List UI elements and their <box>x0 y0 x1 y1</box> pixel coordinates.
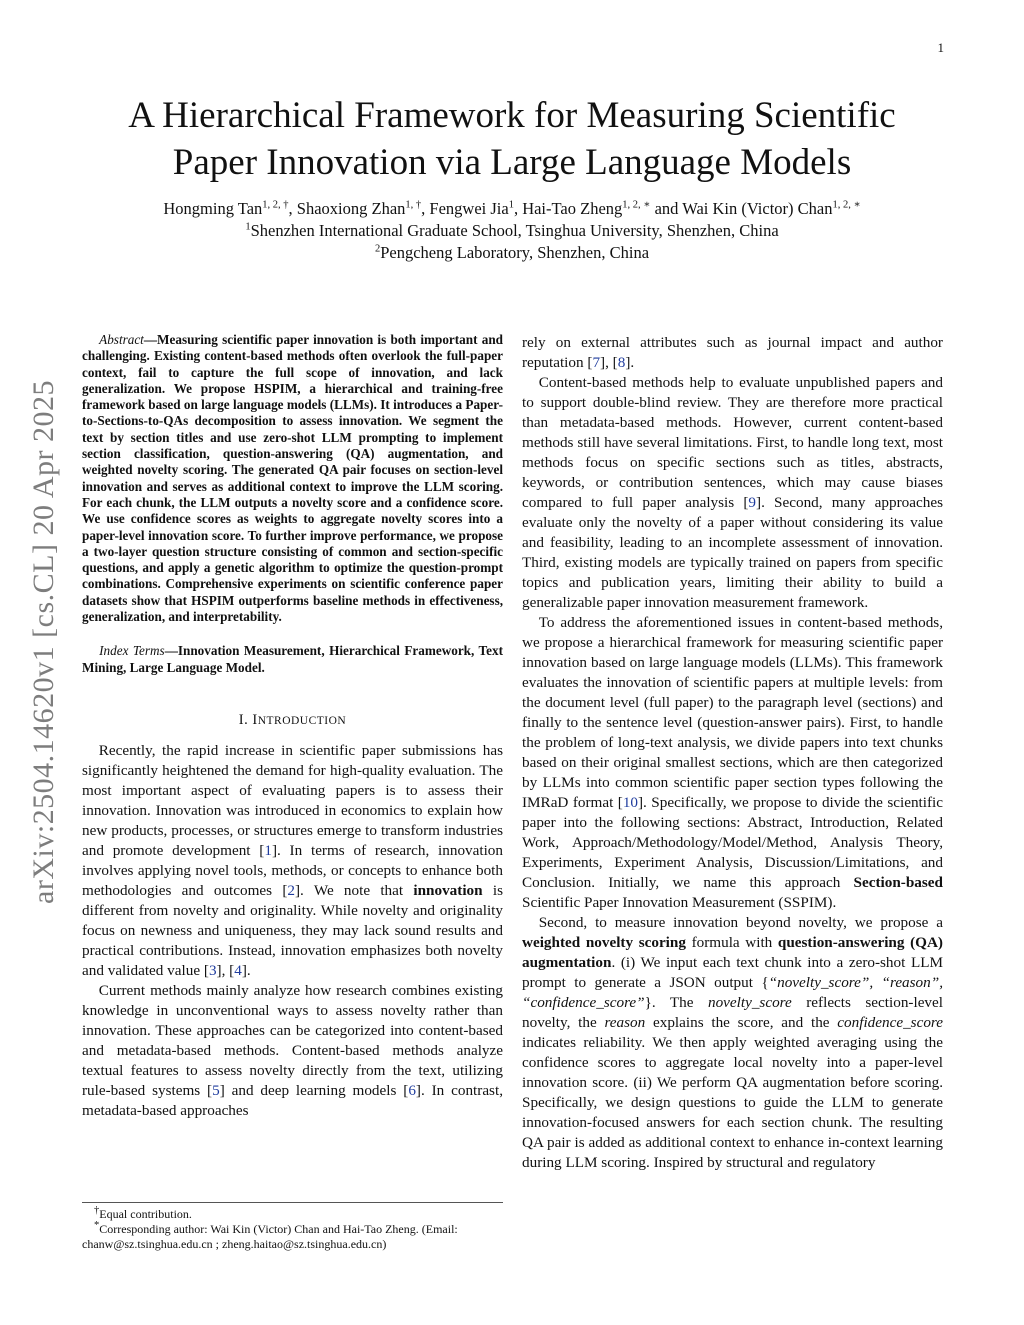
text-run: ]. Specifically, we propose to divide the scientific paper into the following sections: Abstract, Introduction, Related Work, Approach/Methodology/Model/Method, Analysis Theory, Experiments, Experiment Analysis, Discussion/Limitations, and Conclusion. Initially, we name this approach <box>522 794 943 891</box>
text-run: formula with <box>685 934 778 951</box>
text-run: To address the aforementioned issues in content-based methods, we propose a hierarchical framework for measuring scientific paper innovation based on large language models (LLMs). This framework evaluates the innovation of scientific papers at multiple levels: from the document level (full paper) to the paragraph level (sections) and finally to the sentence level (question-answer pairs). First, to handle the problem of long-text analysis, we divide papers into text chunks based on their original smallest sections, which are then categorized by LLMs into common scientific paper section types following the IMRaD format [ <box>522 614 943 811</box>
intro-paragraph-3 <box>522 333 943 373</box>
footnotes <box>82 1202 503 1252</box>
footnote-text: Corresponding author: Wai Kin (Victor) Chan and Hai-Tao Zheng. (Email: chanw@sz.tsinghua.edu.cn ; zheng.haitao@sz.tsinghua.edu.cn) <box>82 1222 458 1251</box>
citation-link[interactable]: 7 <box>592 354 601 371</box>
footnote-mark: † <box>94 1205 100 1216</box>
author-separator: , <box>513 199 523 218</box>
citation-link[interactable]: 1 <box>264 841 272 859</box>
section-title-rest: NTRODUCTION <box>257 714 347 727</box>
author-superscript: 1, 2, † <box>262 199 289 211</box>
author-name: Hai-Tao Zheng <box>522 199 623 218</box>
text-run: . (i) We input each text chunk into a zero-shot LLM prompt to generate a JSON output { <box>522 954 943 991</box>
text-run: Second, to measure innovation beyond novelty, we propose a <box>538 914 943 931</box>
text-run: ]. We note that <box>294 881 414 899</box>
arxiv-stamp-text: arXiv:2504.14620v1 [cs.CL] 20 Apr 2025 <box>27 380 60 904</box>
intro-paragraph-1 <box>82 741 503 981</box>
citation-link[interactable]: 6 <box>408 1081 416 1099</box>
text-run: ]. In terms of research, innovation involves applying novel tools, methods, or concepts to enhance both methodologies and outcomes [ <box>82 841 503 899</box>
index-terms-dash: — <box>164 643 178 659</box>
intro-paragraph-5 <box>522 613 943 913</box>
text-run: Scientific Paper Innovation Measurement (SSPIM). <box>522 894 837 911</box>
affiliation-superscript: 1 <box>245 221 251 233</box>
citation-link[interactable]: 10 <box>622 794 638 811</box>
citation-link[interactable]: 3 <box>208 961 217 979</box>
affiliation-text: Shenzhen International Graduate School, Tsinghua University, Shenzhen, China <box>250 221 779 240</box>
author-name: Hongming Tan <box>163 199 263 218</box>
section-heading <box>82 712 503 729</box>
bold-term: question-answering (QA) augmentation <box>522 934 943 971</box>
author-superscript: 1, 2, ∗ <box>832 199 861 211</box>
author-name: Wai Kin (Victor) Chan <box>682 199 833 218</box>
citation-link[interactable]: 5 <box>212 1081 220 1099</box>
author-superscript: 1, 2, ∗ <box>622 199 651 211</box>
bold-term: weighted novelty scoring <box>522 934 686 951</box>
text-run: }. The <box>644 994 708 1011</box>
text-run: rely on external attributes such as journal impact and author reputation [ <box>522 334 943 371</box>
right-column <box>522 333 943 1173</box>
abstract <box>82 332 503 625</box>
index-terms-text: Innovation Measurement, Hierarchical Framework, Text Mining, Large Language Model. <box>82 643 503 675</box>
author-superscript: 1, † <box>405 199 422 211</box>
text-run: ]. <box>625 354 635 371</box>
index-terms-label: Index Terms <box>99 643 165 659</box>
affiliation-text: Pengcheng Laboratory, Shenzhen, China <box>380 243 650 262</box>
abstract-text: Measuring scientific paper innovation is both important and challenging. Existing content-based methods often overlook the full-paper context, fail to capture the full scope of innovation, and lack generalization. We propose HSPIM, a hierarchical and training-free framework based on large language models (LLMs). It introduces a Paper-to-Sections-to-QAs decomposition to assess innovation. We segment the text by section titles and use zero-shot LLM prompting to implement section classification, question-answering (QA) augmentation, and weighted novelty scoring. The generated QA pair focuses on section-level innovation and serves as additional context to improve the LLM scoring. For each chunk, the LLM outputs a novelty score and a confidence score. We use confidence scores as weights to aggregate novelty scores into a paper-level innovation score. To further improve performance, we propose a two-layer question structure consisting of common and section-specific questions, and apply a genetic algorithm to optimize the question-prompt combinations. Comprehensive experiments on scientific conference paper datasets show that HSPIM outperforms baseline methods in effectiveness, generalization, and interpretability. <box>82 332 503 625</box>
italic-term: novelty_score <box>707 994 792 1011</box>
affiliation-superscript: 2 <box>374 243 381 255</box>
italic-term: “novelty_score”, “reason”, “confidence_score” <box>522 974 943 1011</box>
affiliations <box>60 220 964 264</box>
citation-link[interactable]: 8 <box>617 354 626 371</box>
text-run: ]. <box>241 961 251 979</box>
text-run: indicates reliability. We then apply weighted averaging using the confidence scores to aggregate local novelty into a paper-level innovation score. (ii) We perform QA augmentation before scoring. Specifically, we design questions to guide the LLM to generate innovation-focused answers for each section chunk. The resulting QA pair is added as additional context to enhance in-context learning during LLM scoring. Inspired by structural and regulatory <box>522 1034 943 1171</box>
text-run: Recently, the rapid increase in scientific paper submissions has significantly heightened the demand for high-quality evaluation. The most important aspect of evaluating papers is to assess their innovation. Innovation was introduced in economics to explain how new products, processes, or structures emerge to transform industries and promote development [ <box>82 741 503 859</box>
text-run: Current methods mainly analyze how research combines existing knowledge in unconventional ways to assess novelty rather than innovation. These approaches can be categorized into content-based and metadata-based methods. Content-based methods analyze textual features to assess novelty directly from the text, utilizing rule-based systems [ <box>82 981 503 1099</box>
left-column <box>82 332 503 1121</box>
abstract-dash: — <box>143 332 158 347</box>
section-title-initial: I <box>252 711 258 728</box>
italic-term: reason <box>604 1014 646 1031</box>
arxiv-stamp[interactable] <box>22 352 66 932</box>
affiliation-line <box>60 220 964 242</box>
citation-link[interactable]: 9 <box>748 494 757 511</box>
intro-paragraph-2 <box>82 981 503 1121</box>
italic-term: confidence_score <box>837 1014 944 1031</box>
author-name: Fengwei Jia <box>429 199 509 218</box>
affiliation-line <box>60 242 964 264</box>
title-line-2: Paper Innovation via Large Language Models <box>172 142 852 183</box>
title-line-1: A Hierarchical Framework for Measuring Scientific <box>128 95 896 136</box>
citation-link[interactable]: 2 <box>287 881 295 899</box>
text-run: ]. In contrast, metadata-based approaches <box>82 1081 503 1119</box>
page-number: 1 <box>937 40 944 55</box>
abstract-label: Abstract <box>99 332 144 347</box>
intro-paragraph-4 <box>522 373 943 613</box>
author-list <box>60 198 964 220</box>
author-separator: , <box>288 199 297 218</box>
text-run: reflects section-level novelty, the <box>522 994 943 1031</box>
text-run: ], [ <box>600 354 618 371</box>
footnote-corresponding-author <box>82 1222 503 1252</box>
author-name: Shaoxiong Zhan <box>296 199 406 218</box>
text-run: explains the score, and the <box>645 1014 838 1031</box>
citation-link[interactable]: 4 <box>234 961 242 979</box>
paper-title <box>60 92 964 186</box>
bold-term: Section-based <box>853 874 943 891</box>
text-run: ]. Second, many approaches evaluate only the novelty of a paper without considering its value and feasibility, leading to an incomplete assessment of innovation. Third, existing models are typically trained on papers from specific topics and publication years, limiting their ability to build a generalizable paper innovation measurement framework. <box>522 494 943 611</box>
footnote-equal-contribution <box>82 1207 503 1222</box>
footnote-mark: * <box>94 1220 100 1231</box>
section-number: I. <box>238 711 249 728</box>
author-separator: and <box>650 199 683 218</box>
intro-paragraph-6 <box>522 913 943 1173</box>
text-run: Content-based methods help to evaluate unpublished papers and to support double-blind review. They are therefore more practical than metadata-based methods. However, current content-based methods still have several limitations. First, to handle long text, most methods focus on specific sections such as titles, abstracts, keywords, or contribution sentences, which may cause biases compared to full paper analysis [ <box>522 374 943 511</box>
author-superscript: 1 <box>508 199 514 211</box>
text-run: ] and deep learning models [ <box>219 1081 409 1099</box>
footnote-text: Equal contribution. <box>99 1207 192 1221</box>
text-run: is different from novelty and originality. While novelty and originality focus on newness and uniqueness, they may lack sound results and practical contributions. Instead, innovation emphasizes both novelty and validated value [ <box>82 881 503 979</box>
author-separator: , <box>421 199 430 218</box>
bold-term: innovation <box>413 881 483 899</box>
index-terms <box>82 643 503 676</box>
text-run: ], [ <box>216 961 235 979</box>
